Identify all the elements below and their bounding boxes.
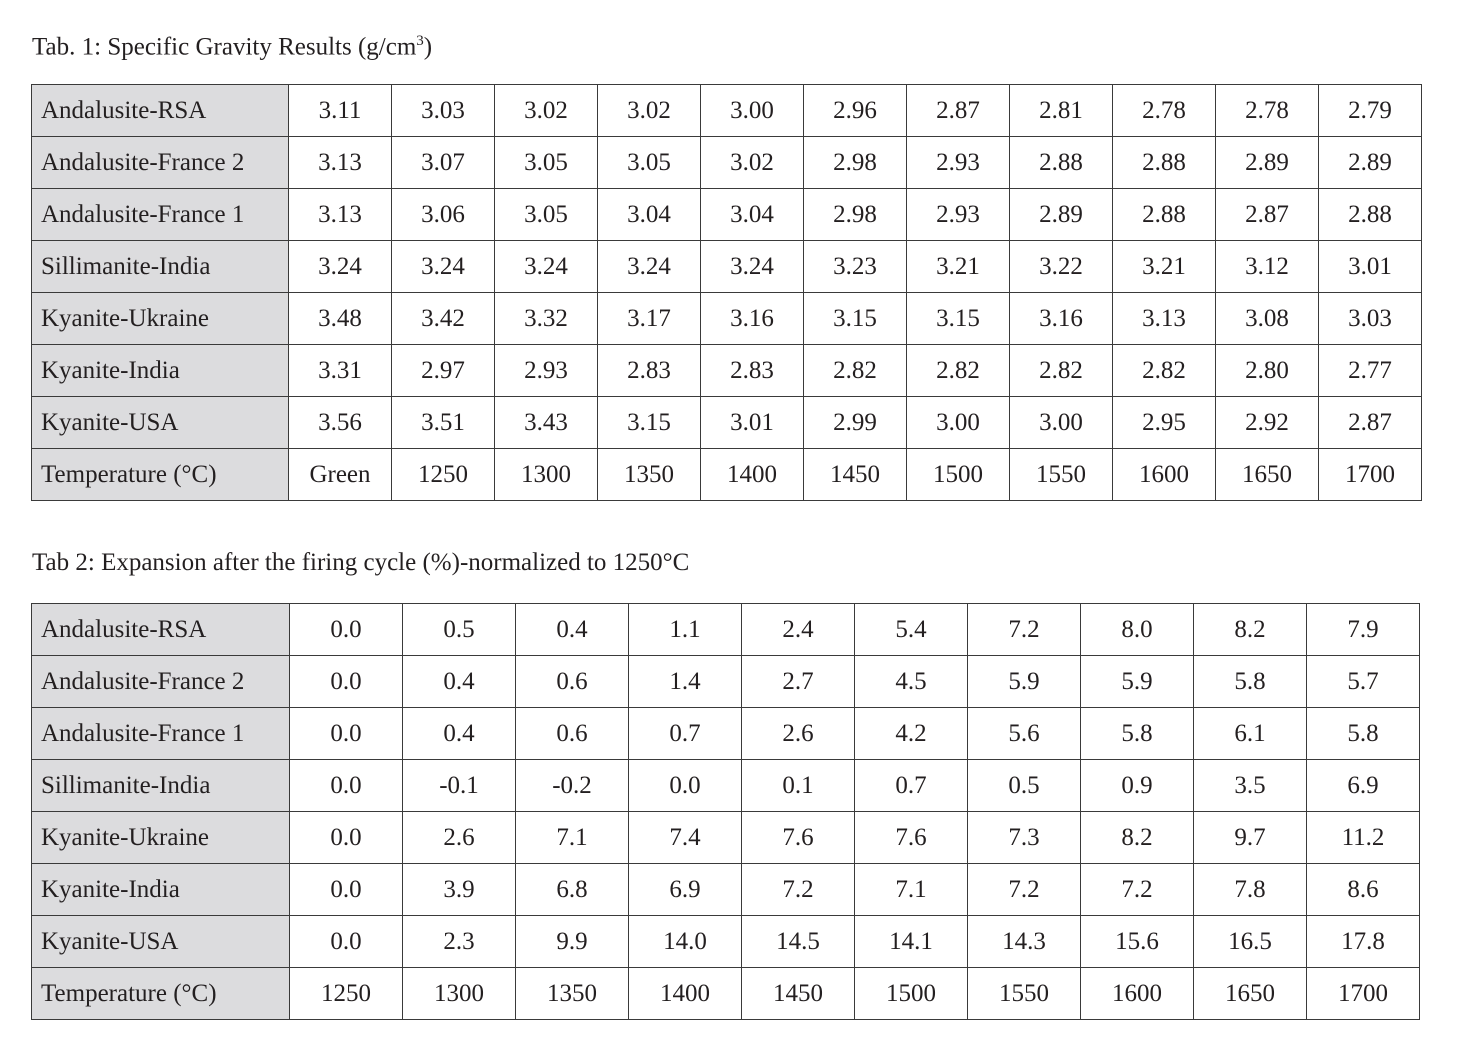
table-cell: 2.79 xyxy=(1319,85,1422,137)
table-cell: 3.16 xyxy=(701,293,804,345)
table-cell: 3.15 xyxy=(598,397,701,449)
table-cell: 17.8 xyxy=(1307,916,1420,968)
table-cell: 5.6 xyxy=(968,708,1081,760)
table-cell: 3.08 xyxy=(1216,293,1319,345)
table-cell: 0.0 xyxy=(290,812,403,864)
table-row xyxy=(32,241,1422,293)
table-cell: 3.03 xyxy=(1319,293,1422,345)
table-row xyxy=(32,760,1420,812)
table-cell: 3.24 xyxy=(701,241,804,293)
table-cell: 14.0 xyxy=(629,916,742,968)
table-cell: 3.00 xyxy=(1010,397,1113,449)
table-cell: 1350 xyxy=(598,449,701,501)
table-cell: 3.06 xyxy=(392,189,495,241)
table-cell: 1.1 xyxy=(629,604,742,656)
table-cell: 1650 xyxy=(1194,968,1307,1020)
table-cell: 3.51 xyxy=(392,397,495,449)
table-cell: 2.98 xyxy=(804,189,907,241)
table-cell: 3.24 xyxy=(392,241,495,293)
table-cell: 3.02 xyxy=(598,85,701,137)
table-cell: 14.5 xyxy=(742,916,855,968)
row-label: Kyanite-India xyxy=(32,864,290,916)
table-cell: 2.6 xyxy=(403,812,516,864)
table-cell: 0.0 xyxy=(290,708,403,760)
table-cell: 3.48 xyxy=(289,293,392,345)
table-row xyxy=(32,708,1420,760)
row-label: Kyanite-USA xyxy=(32,397,289,449)
table-cell: 2.89 xyxy=(1010,189,1113,241)
row-label: Kyanite-Ukraine xyxy=(32,293,289,345)
table-cell: 8.6 xyxy=(1307,864,1420,916)
table-cell: 3.03 xyxy=(392,85,495,137)
table-cell: 3.15 xyxy=(907,293,1010,345)
table-cell: 2.82 xyxy=(804,345,907,397)
table-cell: 2.80 xyxy=(1216,345,1319,397)
table-cell: 3.13 xyxy=(1113,293,1216,345)
table-cell: 5.4 xyxy=(855,604,968,656)
table-cell: -0.2 xyxy=(516,760,629,812)
row-label: Sillimanite-India xyxy=(32,241,289,293)
table-cell: 2.97 xyxy=(392,345,495,397)
table-cell: 0.0 xyxy=(290,916,403,968)
table-cell: 3.05 xyxy=(495,137,598,189)
table-cell: 2.82 xyxy=(1010,345,1113,397)
table-cell: 1450 xyxy=(742,968,855,1020)
table-cell: 3.07 xyxy=(392,137,495,189)
table-cell: 7.1 xyxy=(855,864,968,916)
table-row xyxy=(32,449,1422,501)
table-row xyxy=(32,968,1420,1020)
table-cell: 3.23 xyxy=(804,241,907,293)
table-cell: 1350 xyxy=(516,968,629,1020)
table-cell: 0.0 xyxy=(290,760,403,812)
table-cell: 2.98 xyxy=(804,137,907,189)
table-cell: 0.9 xyxy=(1081,760,1194,812)
row-label: Temperature (°C) xyxy=(32,449,289,501)
table-row xyxy=(32,85,1422,137)
table-cell: 3.01 xyxy=(701,397,804,449)
table-cell: 2.93 xyxy=(907,137,1010,189)
table-cell: 3.01 xyxy=(1319,241,1422,293)
table-cell: 8.0 xyxy=(1081,604,1194,656)
table2-caption: Tab 2: Expansion after the firing cycle (%)-normalized to 1250°C xyxy=(32,549,690,576)
table-cell: 8.2 xyxy=(1194,604,1307,656)
table-cell: 3.00 xyxy=(701,85,804,137)
table1-caption xyxy=(32,26,432,62)
table-cell: 3.13 xyxy=(289,137,392,189)
table-cell: 5.7 xyxy=(1307,656,1420,708)
table-cell: 11.2 xyxy=(1307,812,1420,864)
table-cell: 2.95 xyxy=(1113,397,1216,449)
table-cell: 3.05 xyxy=(495,189,598,241)
table-cell: 3.04 xyxy=(701,189,804,241)
table-cell: 8.2 xyxy=(1081,812,1194,864)
table-cell: 7.2 xyxy=(968,604,1081,656)
row-label: Kyanite-India xyxy=(32,345,289,397)
table-cell: 2.81 xyxy=(1010,85,1113,137)
table-cell: 0.0 xyxy=(290,604,403,656)
table-cell: 3.15 xyxy=(804,293,907,345)
table-cell: 2.83 xyxy=(598,345,701,397)
table-cell: 3.16 xyxy=(1010,293,1113,345)
table-cell: 3.00 xyxy=(907,397,1010,449)
table-cell: 7.4 xyxy=(629,812,742,864)
table-cell: 2.83 xyxy=(701,345,804,397)
table-row xyxy=(32,812,1420,864)
table-cell: 2.88 xyxy=(1113,137,1216,189)
row-label: Andalusite-RSA xyxy=(32,85,289,137)
table-cell: 1550 xyxy=(1010,449,1113,501)
table-cell: 7.1 xyxy=(516,812,629,864)
table-cell: 2.93 xyxy=(907,189,1010,241)
table-cell: 2.88 xyxy=(1113,189,1216,241)
table-cell: 3.02 xyxy=(495,85,598,137)
table-cell: 1700 xyxy=(1319,449,1422,501)
row-label: Andalusite-RSA xyxy=(32,604,290,656)
table-cell: 1400 xyxy=(701,449,804,501)
table-cell: 1600 xyxy=(1081,968,1194,1020)
table-cell: 2.87 xyxy=(1319,397,1422,449)
table-cell: 3.31 xyxy=(289,345,392,397)
table-row xyxy=(32,916,1420,968)
table-cell: 2.4 xyxy=(742,604,855,656)
table-cell: 5.8 xyxy=(1081,708,1194,760)
table-cell: 3.24 xyxy=(598,241,701,293)
row-label: Andalusite-France 2 xyxy=(32,137,289,189)
table-cell: 2.3 xyxy=(403,916,516,968)
table-cell: 3.21 xyxy=(907,241,1010,293)
table-cell: 3.05 xyxy=(598,137,701,189)
table-cell: 2.77 xyxy=(1319,345,1422,397)
table-cell: 2.7 xyxy=(742,656,855,708)
table-cell: 3.32 xyxy=(495,293,598,345)
row-label: Sillimanite-India xyxy=(32,760,290,812)
table-cell: 1300 xyxy=(495,449,598,501)
table-cell: 3.56 xyxy=(289,397,392,449)
row-label: Temperature (°C) xyxy=(32,968,290,1020)
table-cell: 2.6 xyxy=(742,708,855,760)
table1-caption-superscript: 3 xyxy=(416,33,424,49)
table-cell: 3.22 xyxy=(1010,241,1113,293)
table1-caption-text: Tab. 1: Specific Gravity Results (g/cm xyxy=(32,33,417,61)
table-cell: 1500 xyxy=(907,449,1010,501)
table-cell: 3.12 xyxy=(1216,241,1319,293)
table-cell: 0.5 xyxy=(403,604,516,656)
table-cell: 7.2 xyxy=(742,864,855,916)
table-cell: 2.89 xyxy=(1216,137,1319,189)
table-row xyxy=(32,345,1422,397)
table-cell: 1700 xyxy=(1307,968,1420,1020)
table-cell: 3.11 xyxy=(289,85,392,137)
table-cell: 0.0 xyxy=(290,864,403,916)
table-cell: 2.87 xyxy=(907,85,1010,137)
table-cell: 3.17 xyxy=(598,293,701,345)
table-cell: 1450 xyxy=(804,449,907,501)
table-cell: 2.99 xyxy=(804,397,907,449)
table-cell: 14.3 xyxy=(968,916,1081,968)
table-cell: 2.93 xyxy=(495,345,598,397)
table-cell: 7.6 xyxy=(855,812,968,864)
table-cell: 1.4 xyxy=(629,656,742,708)
table-row xyxy=(32,137,1422,189)
table-cell: 14.1 xyxy=(855,916,968,968)
row-label: Andalusite-France 1 xyxy=(32,189,289,241)
table-cell: 1650 xyxy=(1216,449,1319,501)
row-label: Kyanite-USA xyxy=(32,916,290,968)
table-cell: 2.96 xyxy=(804,85,907,137)
table-cell: 6.9 xyxy=(629,864,742,916)
table-cell: 5.9 xyxy=(968,656,1081,708)
table-cell: 1400 xyxy=(629,968,742,1020)
table-row xyxy=(32,397,1422,449)
table-cell: 7.3 xyxy=(968,812,1081,864)
table-cell: 2.89 xyxy=(1319,137,1422,189)
table-cell: 2.88 xyxy=(1319,189,1422,241)
table-cell: 0.5 xyxy=(968,760,1081,812)
table-cell: 9.9 xyxy=(516,916,629,968)
table-cell: 7.6 xyxy=(742,812,855,864)
specific-gravity-table xyxy=(31,84,1422,501)
table-cell: 0.4 xyxy=(516,604,629,656)
table-cell: 4.2 xyxy=(855,708,968,760)
table-cell: 2.87 xyxy=(1216,189,1319,241)
table-cell: 4.5 xyxy=(855,656,968,708)
row-label: Kyanite-Ukraine xyxy=(32,812,290,864)
table-row xyxy=(32,293,1422,345)
table-cell: 3.24 xyxy=(495,241,598,293)
expansion-table xyxy=(31,603,1420,1020)
table-cell: 1250 xyxy=(290,968,403,1020)
table-cell: 2.92 xyxy=(1216,397,1319,449)
table-cell: 7.2 xyxy=(1081,864,1194,916)
table-cell: 6.1 xyxy=(1194,708,1307,760)
table-cell: 3.21 xyxy=(1113,241,1216,293)
table-cell: 1250 xyxy=(392,449,495,501)
table-cell: 7.2 xyxy=(968,864,1081,916)
table-cell: 16.5 xyxy=(1194,916,1307,968)
table-row xyxy=(32,604,1420,656)
table-cell: 0.0 xyxy=(629,760,742,812)
table-cell: 7.9 xyxy=(1307,604,1420,656)
table-cell: 5.8 xyxy=(1307,708,1420,760)
table-cell: 0.0 xyxy=(290,656,403,708)
table-row xyxy=(32,864,1420,916)
table-cell: 3.43 xyxy=(495,397,598,449)
table-cell: 1550 xyxy=(968,968,1081,1020)
table-cell: 3.24 xyxy=(289,241,392,293)
table1-caption-end: ) xyxy=(423,33,433,61)
table-cell: Green xyxy=(289,449,392,501)
row-label: Andalusite-France 2 xyxy=(32,656,290,708)
table-cell: 0.7 xyxy=(855,760,968,812)
table-cell: 2.78 xyxy=(1216,85,1319,137)
table-cell: 5.9 xyxy=(1081,656,1194,708)
row-label: Andalusite-France 1 xyxy=(32,708,290,760)
table-cell: 0.6 xyxy=(516,656,629,708)
table-cell: 0.6 xyxy=(516,708,629,760)
table-cell: 1600 xyxy=(1113,449,1216,501)
table-cell: 6.8 xyxy=(516,864,629,916)
table-cell: 0.1 xyxy=(742,760,855,812)
table-row xyxy=(32,189,1422,241)
table-cell: 0.4 xyxy=(403,656,516,708)
table-cell: -0.1 xyxy=(403,760,516,812)
table-cell: 5.8 xyxy=(1194,656,1307,708)
table-cell: 3.9 xyxy=(403,864,516,916)
table-cell: 9.7 xyxy=(1194,812,1307,864)
table-cell: 2.82 xyxy=(907,345,1010,397)
table-cell: 2.82 xyxy=(1113,345,1216,397)
table-cell: 1300 xyxy=(403,968,516,1020)
table-cell: 3.42 xyxy=(392,293,495,345)
table-cell: 0.4 xyxy=(403,708,516,760)
table-cell: 3.5 xyxy=(1194,760,1307,812)
table-cell: 0.7 xyxy=(629,708,742,760)
table-cell: 6.9 xyxy=(1307,760,1420,812)
table-cell: 7.8 xyxy=(1194,864,1307,916)
table-cell: 3.04 xyxy=(598,189,701,241)
table-cell: 15.6 xyxy=(1081,916,1194,968)
table-cell: 2.78 xyxy=(1113,85,1216,137)
table-cell: 3.02 xyxy=(701,137,804,189)
table-cell: 2.88 xyxy=(1010,137,1113,189)
table-row xyxy=(32,656,1420,708)
table-cell: 1500 xyxy=(855,968,968,1020)
table-cell: 3.13 xyxy=(289,189,392,241)
